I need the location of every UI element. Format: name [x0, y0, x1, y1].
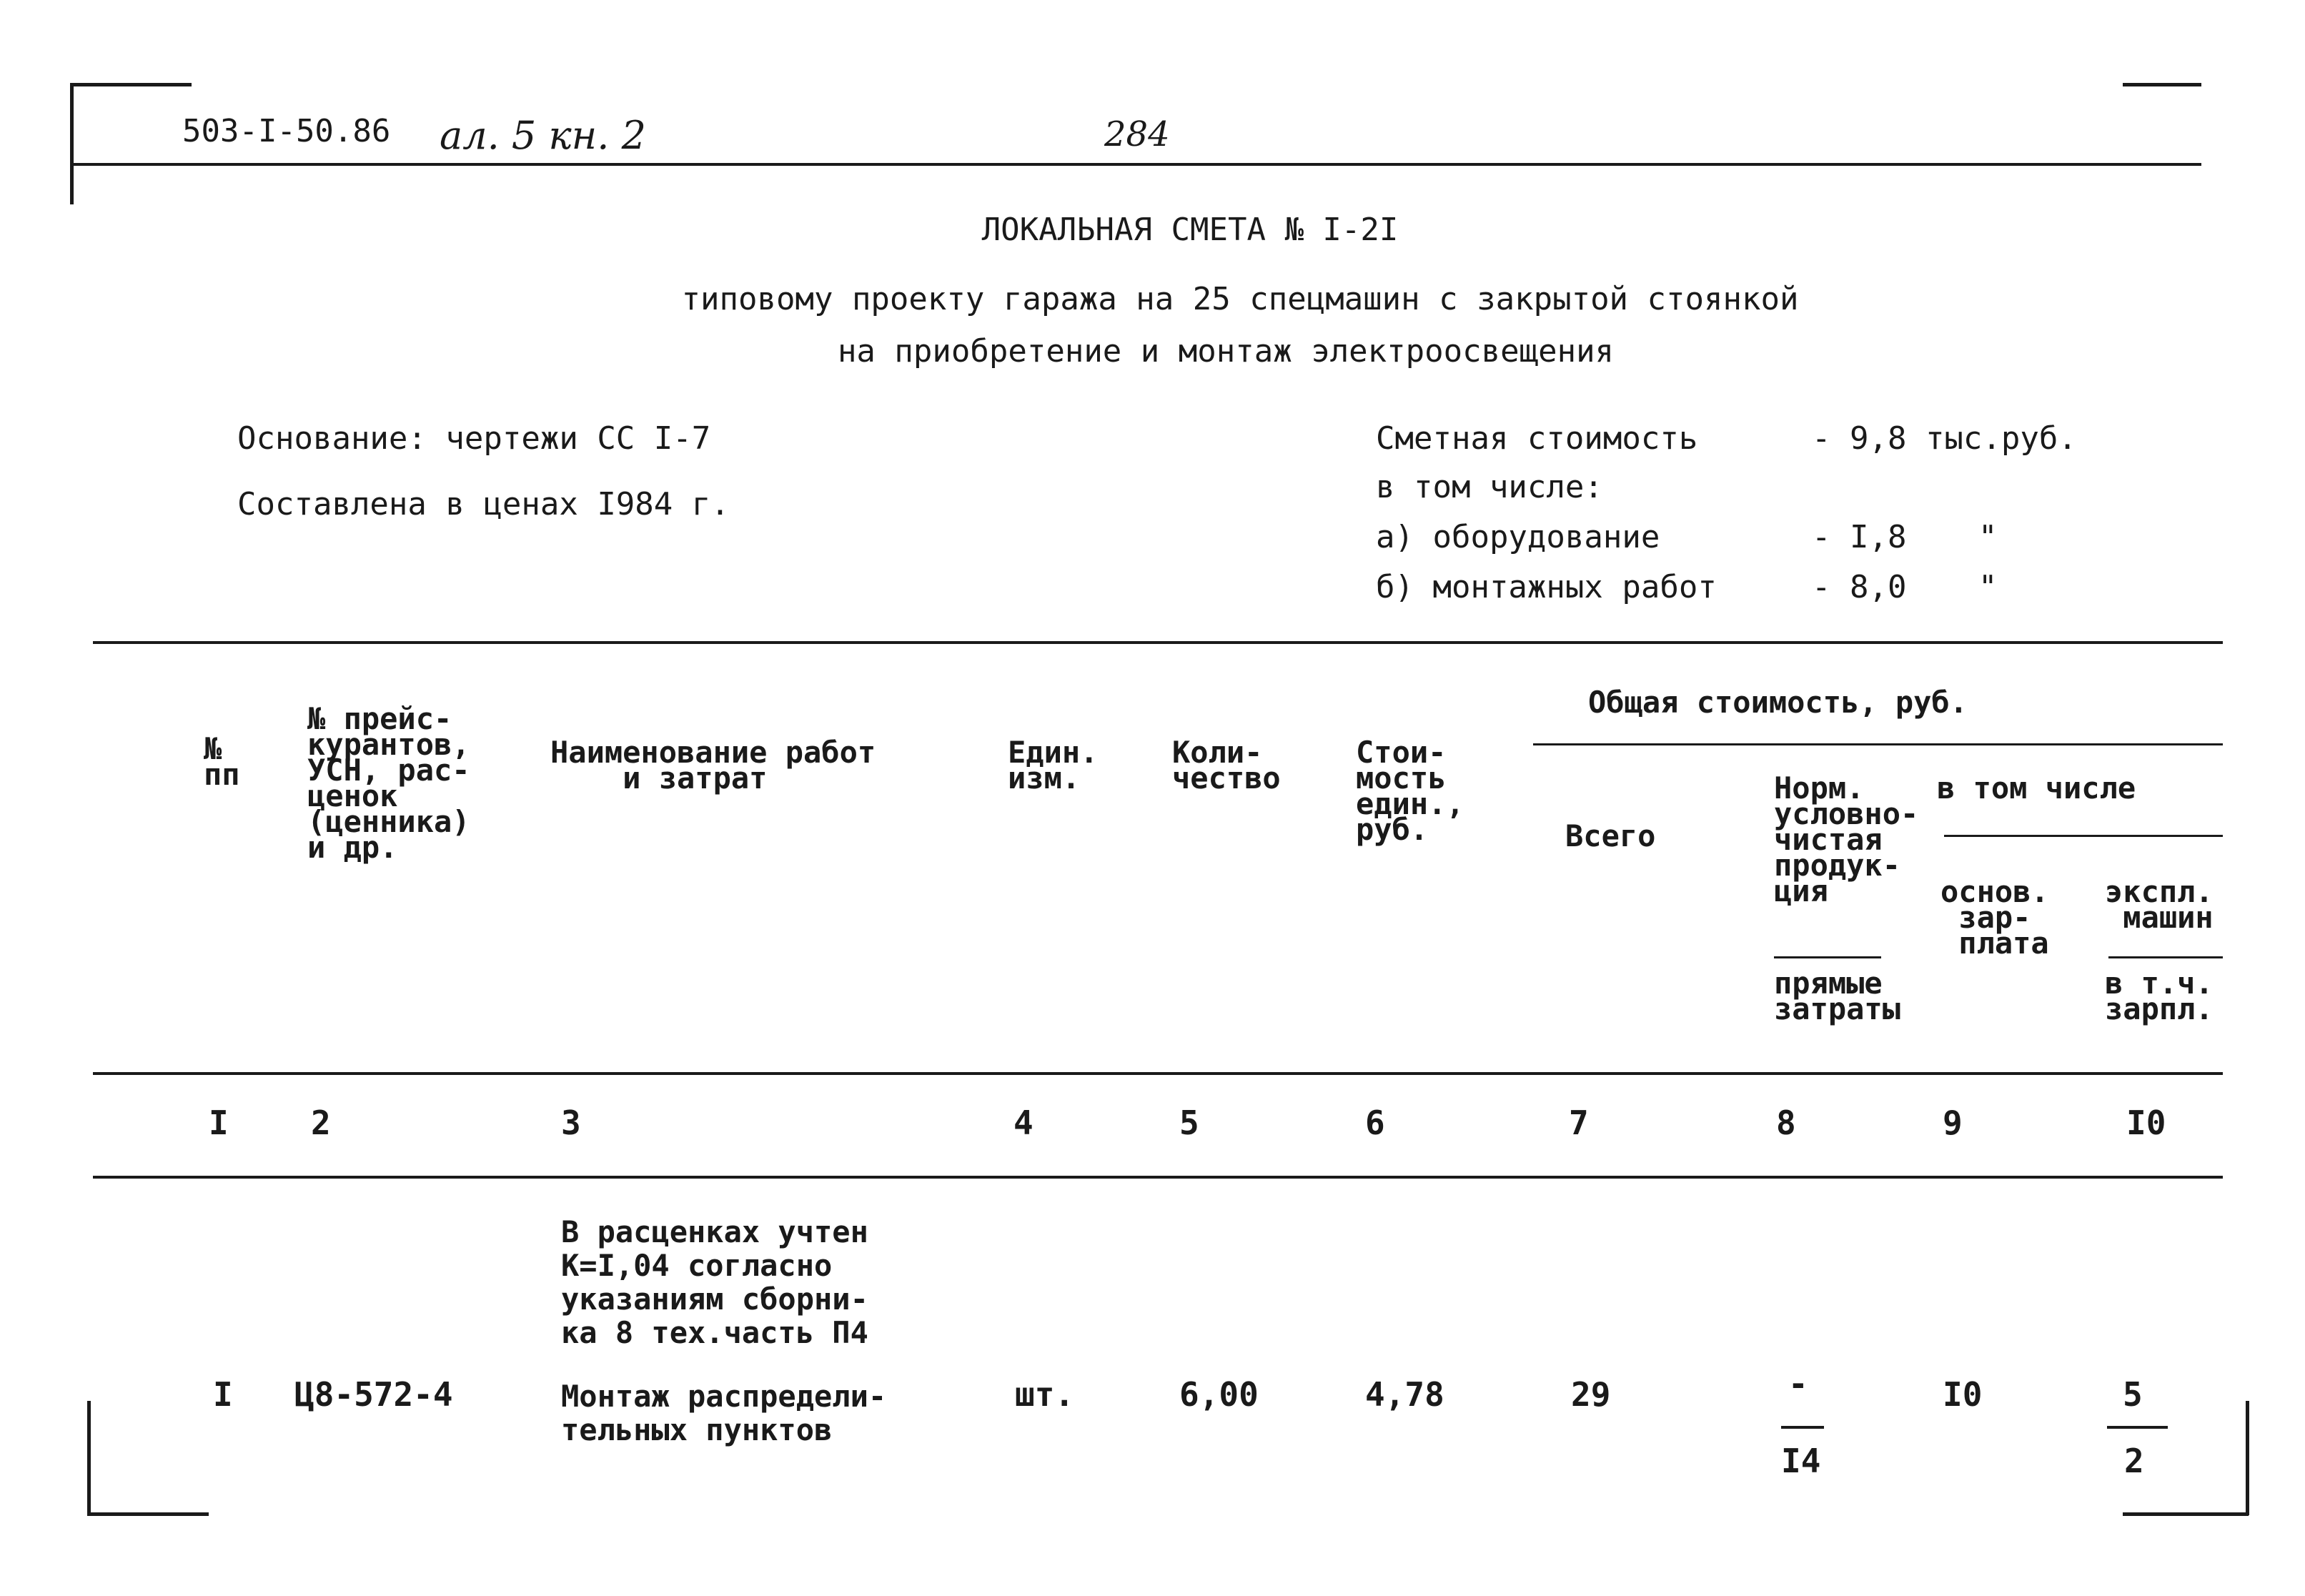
row-norm-value: -: [1788, 1364, 1808, 1403]
table-top-rule: [93, 641, 2223, 644]
frame-top-left-v: [70, 83, 74, 204]
row-wages: I0: [1943, 1375, 1983, 1414]
row-pricelist-code: Ц8-572-4: [294, 1375, 453, 1414]
row-c8-fraction-bar: [1781, 1426, 1824, 1429]
cost-label: Сметная стоимость: [1376, 420, 1698, 457]
header-col-norm: Норм. условно- чистая продук- ция: [1774, 770, 1919, 908]
header-col-qty: Коли- чество: [1172, 735, 1281, 795]
header-col-machines: экспл. машин: [2105, 874, 2214, 935]
header-col-direct-costs: прямые затраты: [1774, 966, 1901, 1026]
frame-top-left-h: [70, 83, 192, 86]
frame-bottom-left-v: [87, 1401, 91, 1515]
frame-bottom-right-v: [2246, 1401, 2249, 1515]
basis-text: Основание: чертежи СС I-7: [237, 420, 711, 457]
header-col-total: Всего: [1565, 818, 1656, 853]
page-title: ЛОКАЛЬНАЯ СМЕТА № I-2I: [981, 212, 1399, 248]
c10-sub-rule: [2108, 956, 2223, 958]
doc-code: 503-I-50.86: [182, 113, 391, 149]
header-including: в том числе: [1937, 770, 2136, 806]
header-col-unit: Един. изм.: [1008, 735, 1099, 795]
column-number-7: 7: [1569, 1104, 1589, 1142]
column-numbers-rule: [93, 1176, 2223, 1179]
equipment-label: а) оборудование: [1376, 519, 1660, 555]
header-col-num: № пп: [204, 731, 240, 792]
frame-top-right-h: [2123, 83, 2201, 86]
row-quantity: 6,00: [1179, 1375, 1259, 1414]
column-number-3: 3: [561, 1104, 581, 1142]
row-machines: 5: [2123, 1375, 2143, 1414]
pricing-note: В расценках учтен К=I,04 согласно указаниям сборни- ка 8 тех.часть П4: [561, 1214, 868, 1350]
incl-header-rule: [1944, 835, 2223, 837]
column-number-6: 6: [1365, 1104, 1385, 1142]
equipment-value: - I,8: [1812, 519, 1907, 555]
installation-ditto: ": [1978, 569, 1998, 605]
header-col-unit-cost: Стои- мость един., руб.: [1356, 735, 1464, 847]
row-unit: шт.: [1015, 1375, 1075, 1414]
column-number-2: 2: [311, 1104, 331, 1142]
header-bottom-rule: [93, 1072, 2223, 1075]
row-direct-costs: I4: [1781, 1442, 1821, 1480]
column-number-10: I0: [2126, 1104, 2166, 1142]
installation-label: б) монтажных работ: [1376, 569, 1717, 605]
prices-text: Составлена в ценах I984 г.: [237, 486, 730, 522]
header-col-machine-wages: в т.ч. зарпл.: [2105, 966, 2214, 1026]
header-group-total: Общая стоимость, руб.: [1588, 685, 1968, 720]
column-number-4: 4: [1013, 1104, 1033, 1142]
frame-bottom-right-h: [2123, 1512, 2249, 1516]
row-num: I: [213, 1375, 233, 1414]
title-line-2: на приобретение и монтаж электроосвещения: [837, 333, 1615, 370]
title-line-1: типовому проекту гаража на 25 спецмашин с закрытой стоянкой: [681, 281, 1799, 317]
row-c10-fraction-bar: [2107, 1426, 2168, 1429]
row-machine-wages: 2: [2124, 1442, 2144, 1480]
column-number-8: 8: [1776, 1104, 1796, 1142]
header-col-wages: основ. зар- плата: [1940, 874, 2049, 961]
row-unit-cost: 4,78: [1365, 1375, 1444, 1414]
frame-bottom-left-h: [87, 1512, 209, 1516]
page-number: 284: [1104, 114, 1170, 154]
c8-sub-rule: [1774, 956, 1881, 958]
group-header-rule: [1533, 743, 2223, 745]
frame-header-rule: [70, 163, 2201, 166]
equipment-ditto: ": [1978, 519, 1998, 555]
column-number-5: 5: [1179, 1104, 1199, 1142]
column-number-9: 9: [1943, 1104, 1963, 1142]
column-number-1: I: [209, 1104, 229, 1142]
row-work-name: Монтаж распредели- тельных пунктов: [561, 1379, 887, 1447]
installation-value: - 8,0: [1812, 569, 1907, 605]
header-col-pricelist: № прейс- курантов, УСН, рас- ценок (ценника) и др.: [307, 701, 470, 865]
including-label: в том числе:: [1376, 469, 1603, 505]
cost-value: - 9,8 тыс.руб.: [1812, 420, 2077, 457]
handwritten-reference: ал. 5 кн. 2: [440, 113, 646, 158]
row-total: 29: [1571, 1375, 1611, 1414]
header-col-name: Наименование работ и затрат: [550, 735, 876, 795]
